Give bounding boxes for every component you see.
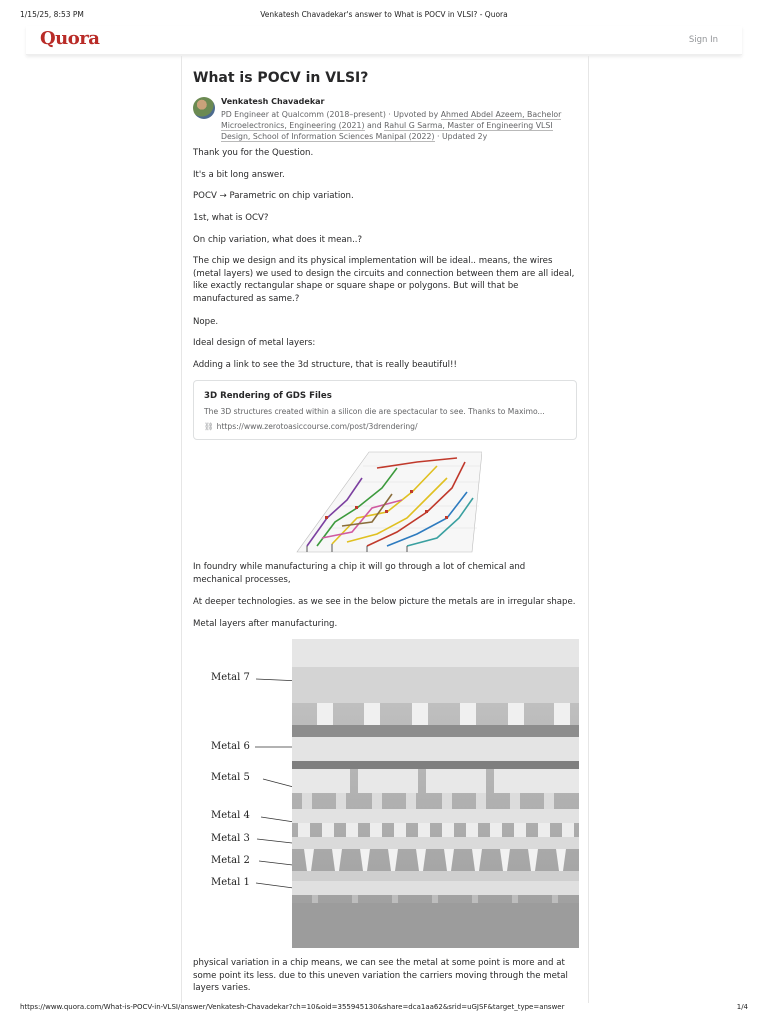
- answer-paragraph: The chip we design and its physical implementation will be ideal.. means, the wires (metal layers) we used to design the circuits and connection between them are all ideal, like exactly rectangular shape or square shape or polygons. But will that be manufactured as same.?: [193, 256, 575, 304]
- gds-3d-rendering-image: [287, 448, 482, 556]
- cred-prefix: PD Engineer at Qualcomm (2018–present) · Upvoted by: [221, 110, 441, 119]
- upvoter-link-1[interactable]: Ahmed Abdel Azeem, Bachelor Microelectronics, Engineering (2021): [221, 110, 562, 130]
- answer-paragraph: At deeper technologies. as we see in the below picture the metals are in irregular shape.: [193, 597, 576, 607]
- print-date: 1/15/25, 8:53 PM: [20, 10, 84, 19]
- link-preview-card[interactable]: [193, 380, 577, 440]
- print-url: https://www.quora.com/What-is-POCV-in-VLSI/answer/Venkatesh-Chavadekar?ch=10&oid=355945130&share=dca1aa62&srid=uGJSF&target_type=answer: [20, 1003, 565, 1011]
- sem-photo: [292, 639, 579, 948]
- print-header: [0, 10, 768, 24]
- answer-paragraph: It's a bit long answer.: [193, 170, 285, 180]
- answer-column: [181, 56, 589, 1003]
- print-title: Venkatesh Chavadekar's answer to What is POCV in VLSI? - Quora: [260, 10, 508, 19]
- updated-time: · Updated 2y: [434, 132, 488, 141]
- link-card-url: [204, 422, 418, 431]
- quora-logo[interactable]: Quora: [40, 28, 100, 49]
- metal-label: Metal 6: [211, 741, 250, 752]
- answer-paragraph: Adding a link to see the 3d structure, that is really beautiful!!: [193, 360, 457, 370]
- upvoter-link-2[interactable]: Rahul G Sarma, Master of Engineering VLSI Design, School of Information Sciences Manipal (2022): [221, 121, 553, 141]
- top-bar: [26, 26, 742, 55]
- answer-paragraph: Thank you for the Question.: [193, 148, 314, 158]
- question-title[interactable]: What is POCV in VLSI?: [193, 70, 369, 86]
- answer-paragraph: Metal layers after manufacturing.: [193, 619, 338, 629]
- link-card-url-text: https://www.zerotoasiccourse.com/post/3drendering/: [216, 422, 418, 431]
- label-arrows: [193, 639, 303, 948]
- answer-paragraph: Ideal design of metal layers:: [193, 338, 316, 348]
- answer-paragraph: 1st, what is OCV?: [193, 213, 269, 223]
- link-icon: ⛓: [204, 422, 214, 431]
- answer-paragraph: POCV → Parametric on chip variation.: [193, 191, 354, 201]
- answer-paragraph: In foundry while manufacturing a chip it will go through a lot of chemical and mechanical processes,: [193, 562, 526, 585]
- author-avatar[interactable]: [193, 97, 215, 119]
- metal-label: Metal 5: [211, 772, 250, 783]
- metal-label: Metal 2: [211, 855, 250, 866]
- answer-paragraph: Nope.: [193, 317, 219, 327]
- page-number: 1/4: [736, 1003, 748, 1011]
- answer-paragraph: physical variation in a chip means, we can see the metal at some point is more and at some point its less. due to this uneven variation the carriers moving through the metal layers varies.: [193, 958, 568, 994]
- author-credentials: [221, 109, 571, 142]
- answer-paragraph: On chip variation, what does it mean..?: [193, 235, 363, 245]
- cred-and: and: [364, 121, 385, 130]
- metal-label: Metal 4: [211, 810, 250, 821]
- author-name[interactable]: Venkatesh Chavadekar: [221, 97, 325, 106]
- metal-layers-sem-image: [193, 639, 579, 948]
- metal-label: Metal 1: [211, 877, 250, 888]
- metal-label: Metal 7: [211, 672, 250, 683]
- sign-in-link[interactable]: Sign In: [688, 35, 718, 45]
- link-card-description: The 3D structures created within a silicon die are spectacular to see. Thanks to Maximo...: [204, 407, 545, 416]
- link-card-title: 3D Rendering of GDS Files: [204, 391, 332, 401]
- metal-label: Metal 3: [211, 833, 250, 844]
